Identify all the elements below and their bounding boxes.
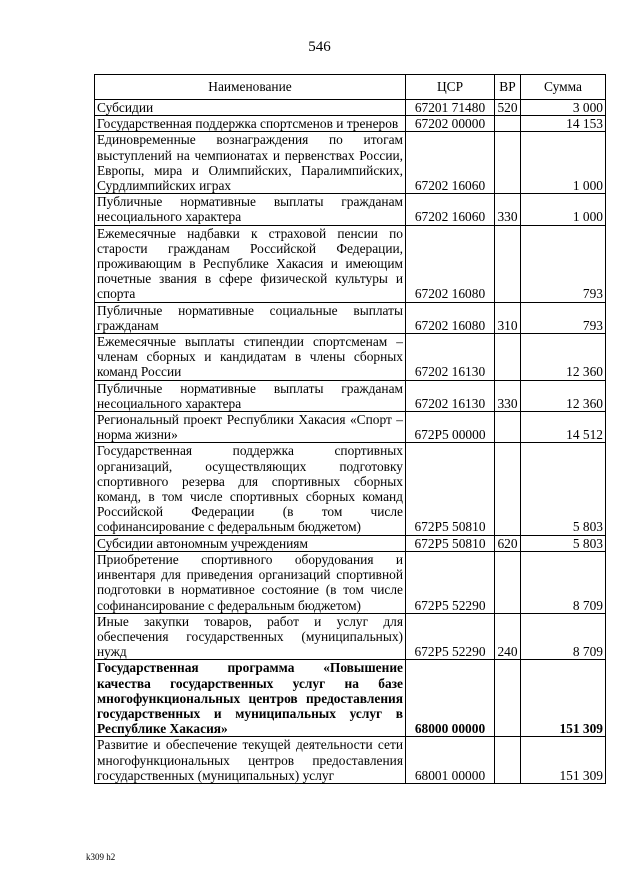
row-sum: 14 153 bbox=[521, 116, 606, 132]
row-csr: 67202 16060 bbox=[406, 194, 495, 225]
table-row bbox=[95, 613, 606, 660]
row-sum: 14 512 bbox=[521, 412, 606, 443]
row-name: Публичные нормативные выплаты гражданам несоциального характера bbox=[95, 380, 406, 411]
row-name: Иные закупки товаров, работ и услуг для обеспечения государственных (муниципальных) нужд bbox=[95, 613, 406, 660]
row-sum: 1 000 bbox=[521, 194, 606, 225]
row-name: Государственная поддержка спортивных организаций, осуществляющих подготовку спортивного резерва для спортивных сборных команд, в том числе спортивных сборных команд Российской Федерации (в том числе софинансирование с федеральным бюджетом) bbox=[95, 443, 406, 535]
row-sum: 3 000 bbox=[521, 100, 606, 116]
row-csr: 672P5 00000 bbox=[406, 412, 495, 443]
table-row bbox=[95, 551, 606, 613]
row-sum: 151 309 bbox=[521, 660, 606, 737]
row-vr: 330 bbox=[495, 380, 521, 411]
row-name: Субсидии автономным учреждениям bbox=[95, 535, 406, 551]
row-vr: 520 bbox=[495, 100, 521, 116]
row-csr: 672P5 52290 bbox=[406, 613, 495, 660]
row-name: Приобретение спортивного оборудования и инвентаря для приведения организаций спортивной подготовки в нормативное состояние (в том числе софинансирование с федеральным бюджетом) bbox=[95, 551, 406, 613]
table-header-row bbox=[95, 75, 606, 100]
row-sum: 8 709 bbox=[521, 551, 606, 613]
row-csr: 672P5 52290 bbox=[406, 551, 495, 613]
table-row-program bbox=[95, 660, 606, 737]
row-vr bbox=[495, 660, 521, 737]
row-name: Публичные нормативные выплаты гражданам несоциального характера bbox=[95, 194, 406, 225]
header-csr: ЦСР bbox=[406, 75, 495, 100]
row-vr: 310 bbox=[495, 302, 521, 333]
row-name: Субсидии bbox=[95, 100, 406, 116]
row-vr: 620 bbox=[495, 535, 521, 551]
row-vr bbox=[495, 412, 521, 443]
row-vr bbox=[495, 132, 521, 194]
header-sum: Сумма bbox=[521, 75, 606, 100]
row-sum: 793 bbox=[521, 302, 606, 333]
footer-document-code: k309 h2 bbox=[86, 852, 116, 862]
row-name: Ежемесячные надбавки к страховой пенсии по старости гражданам Российской Федерации, проживающим в Республике Хакасия и имеющим почетные звания в сфере физической культуры и спорта bbox=[95, 225, 406, 302]
row-name: Единовременные вознаграждения по итогам выступлений на чемпионатах и первенствах России, Европы, мира и Олимпийских, Паралимпийских, Сурдлимпийских играх bbox=[95, 132, 406, 194]
row-sum: 12 360 bbox=[521, 334, 606, 381]
row-csr: 67202 16080 bbox=[406, 225, 495, 302]
row-csr: 67202 16130 bbox=[406, 334, 495, 381]
row-csr: 672P5 50810 bbox=[406, 443, 495, 535]
table-row bbox=[95, 194, 606, 225]
row-sum: 5 803 bbox=[521, 443, 606, 535]
row-name: Ежемесячные выплаты стипендии спортсменам – членам сборных и кандидатам в члены сборных команд России bbox=[95, 334, 406, 381]
row-csr: 68000 00000 bbox=[406, 660, 495, 737]
row-csr: 67201 71480 bbox=[406, 100, 495, 116]
row-sum: 793 bbox=[521, 225, 606, 302]
row-name: Развитие и обеспечение текущей деятельности сети многофункциональных центров предоставления государственных (муниципальных) услуг bbox=[95, 737, 406, 784]
table-row bbox=[95, 535, 606, 551]
row-vr bbox=[495, 116, 521, 132]
row-csr: 67202 16060 bbox=[406, 132, 495, 194]
row-sum: 12 360 bbox=[521, 380, 606, 411]
row-csr: 67202 00000 bbox=[406, 116, 495, 132]
table-row bbox=[95, 334, 606, 381]
row-csr: 68001 00000 bbox=[406, 737, 495, 784]
row-sum: 8 709 bbox=[521, 613, 606, 660]
row-vr bbox=[495, 225, 521, 302]
table-row bbox=[95, 100, 606, 116]
table-row bbox=[95, 132, 606, 194]
row-sum: 1 000 bbox=[521, 132, 606, 194]
row-vr bbox=[495, 551, 521, 613]
row-vr bbox=[495, 443, 521, 535]
row-sum: 5 803 bbox=[521, 535, 606, 551]
table-row bbox=[95, 302, 606, 333]
table-row bbox=[95, 116, 606, 132]
row-vr: 240 bbox=[495, 613, 521, 660]
table-row bbox=[95, 380, 606, 411]
page-number: 546 bbox=[308, 39, 331, 55]
row-name: Региональный проект Республики Хакасия «Спорт – норма жизни» bbox=[95, 412, 406, 443]
row-vr: 330 bbox=[495, 194, 521, 225]
row-csr: 67202 16130 bbox=[406, 380, 495, 411]
row-vr bbox=[495, 334, 521, 381]
table-row bbox=[95, 737, 606, 784]
table-row bbox=[95, 225, 606, 302]
table-row bbox=[95, 412, 606, 443]
table-row bbox=[95, 443, 606, 535]
row-name: Публичные нормативные социальные выплаты гражданам bbox=[95, 302, 406, 333]
budget-table bbox=[94, 74, 606, 784]
row-name: Государственная программа «Повышение качества государственных услуг на базе многофункциональных центров предоставления государственных и муниципальных услуг в Республике Хакасия» bbox=[95, 660, 406, 737]
row-vr bbox=[495, 737, 521, 784]
header-name: Наименование bbox=[95, 75, 406, 100]
row-name: Государственная поддержка спортсменов и тренеров bbox=[95, 116, 406, 132]
row-sum: 151 309 bbox=[521, 737, 606, 784]
row-csr: 672P5 50810 bbox=[406, 535, 495, 551]
header-vr: ВР bbox=[495, 75, 521, 100]
row-csr: 67202 16080 bbox=[406, 302, 495, 333]
